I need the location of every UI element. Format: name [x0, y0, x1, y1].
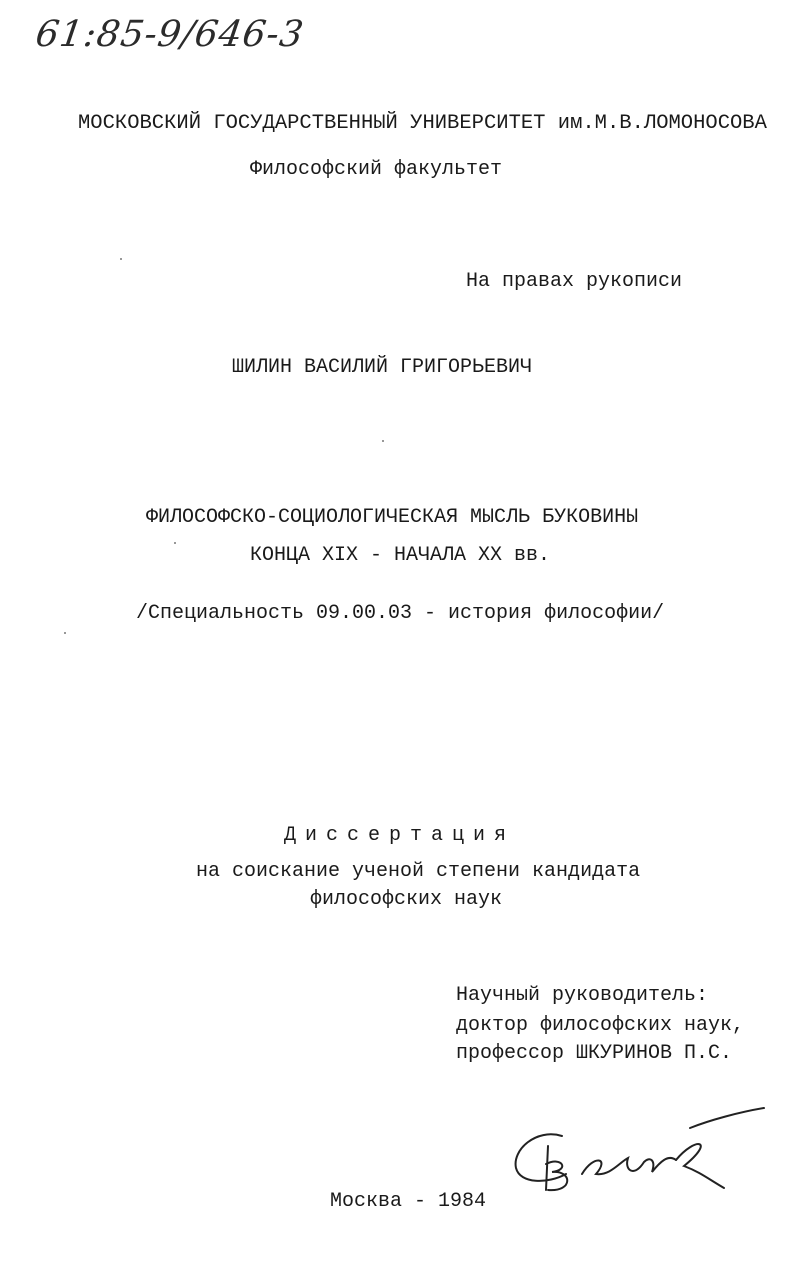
scan-speck — [120, 258, 122, 260]
degree-line-1: на соискание ученой степени кандидата — [196, 860, 641, 883]
scan-speck — [382, 440, 384, 442]
title-line-1: ФИЛОСОФСКО-СОЦИОЛОГИЧЕСКАЯ МЫСЛЬ БУКОВИНЫ — [146, 506, 639, 529]
dissertation-label: Диссертация — [284, 824, 516, 847]
title-line-2: КОНЦА XIX - НАЧАЛА XX вв. — [250, 544, 551, 567]
specialty: /Специальность 09.00.03 - история философии/ — [136, 602, 665, 625]
university-name: МОСКОВСКИЙ ГОСУДАРСТВЕННЫЙ УНИВЕРСИТЕТ им.М.В.ЛОМОНОСОВА — [78, 112, 767, 135]
archive-handwritten-note: 61:85-9/646-3 — [33, 14, 307, 55]
scan-speck — [64, 632, 66, 634]
city-year: Москва - 1984 — [330, 1190, 487, 1213]
advisor-degree: доктор философских наук, — [456, 1014, 745, 1037]
advisor-name: профессор ШКУРИНОВ П.С. — [456, 1042, 733, 1065]
degree-line-2: философских наук — [310, 888, 503, 911]
advisor-heading: Научный руководитель: — [456, 984, 709, 1007]
rights-note: На правах рукописи — [466, 270, 683, 293]
handwritten-signature — [500, 1100, 770, 1195]
scan-speck — [174, 542, 176, 544]
author-name: ШИЛИН ВАСИЛИЙ ГРИГОРЬЕВИЧ — [232, 356, 533, 379]
faculty-name: Философский факультет — [250, 158, 503, 181]
